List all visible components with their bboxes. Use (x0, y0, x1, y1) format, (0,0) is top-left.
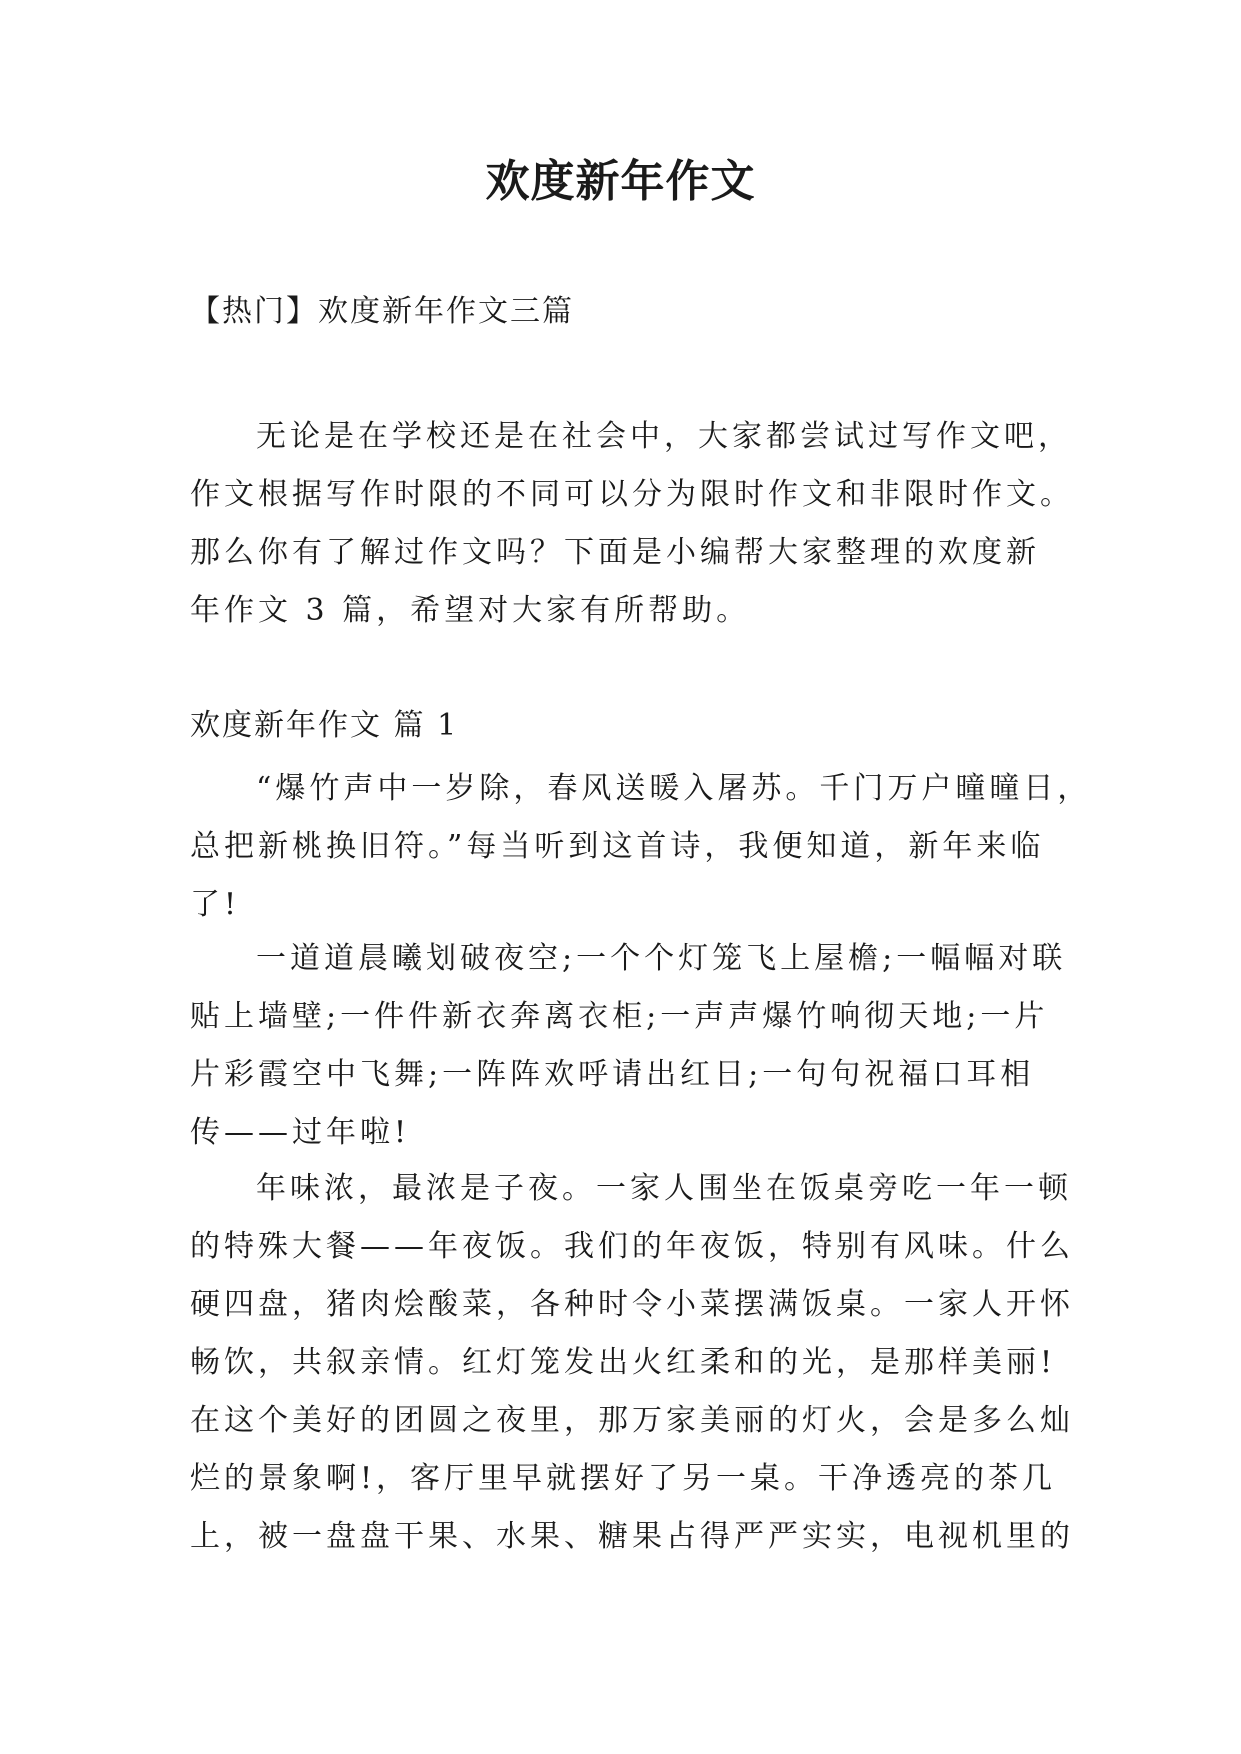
paragraph-line: 上，被一盘盘干果、水果、糖果占得严严实实，电视机里的 (190, 1519, 1074, 1554)
paragraph-line: 年味浓，最浓是子夜。一家人围坐在饭桌旁吃一年一顿 (256, 1171, 1072, 1206)
intro-line: 年作文 3 篇，希望对大家有所帮助。 (190, 593, 751, 628)
paragraph-line: 片彩霞空中飞舞;一阵阵欢呼请出红日;一句句祝福口耳相 (190, 1057, 1035, 1092)
intro-line: 那么你有了解过作文吗？下面是小编帮大家整理的欢度新 (190, 535, 1040, 570)
paragraph-line: 在这个美好的团圆之夜里，那万家美丽的灯火，会是多么灿 (190, 1403, 1074, 1438)
paragraph-line: 了! (190, 887, 241, 922)
paragraph-line: “爆竹声中一岁除，春风送暖入屠苏。千门万户曈曈日， (256, 771, 1092, 806)
intro-line: 作文根据写作时限的不同可以分为限时作文和非限时作文。 (190, 477, 1074, 512)
paragraph-line: 一道道晨曦划破夜空;一个个灯笼飞上屋檐;一幅幅对联 (256, 941, 1067, 976)
paragraph-line: 贴上墙壁;一件件新衣奔离衣柜;一声声爆竹响彻天地;一片 (190, 999, 1049, 1034)
paragraph-line: 硬四盘，猪肉烩酸菜，各种时令小菜摆满饭桌。一家人开怀 (190, 1287, 1074, 1322)
intro-paragraph (190, 408, 1074, 640)
paragraph-2 (190, 930, 1070, 1162)
paragraph-3 (190, 1160, 1074, 1566)
section-heading: 欢度新年作文 篇 1 (190, 708, 459, 743)
paragraph-line: 传——过年啦! (190, 1115, 411, 1150)
document-title: 欢度新年作文 (485, 156, 756, 207)
paragraph-line: 总把新桃换旧符。”每当听到这首诗，我便知道，新年来临 (190, 829, 1045, 864)
paragraph-line: 的特殊大餐——年夜饭。我们的年夜饭，特别有风味。什么 (190, 1229, 1074, 1264)
paragraph-line: 畅饮，共叙亲情。红灯笼发出火红柔和的光，是那样美丽! (190, 1345, 1057, 1380)
paragraph-1 (190, 760, 1092, 934)
document-subtitle: 【热门】欢度新年作文三篇 (190, 294, 574, 329)
intro-line: 无论是在学校还是在社会中，大家都尝试过写作文吧， (256, 419, 1072, 454)
paragraph-line: 烂的景象啊!，客厅里早就摆好了另一桌。干净透亮的茶几 (190, 1461, 1057, 1496)
